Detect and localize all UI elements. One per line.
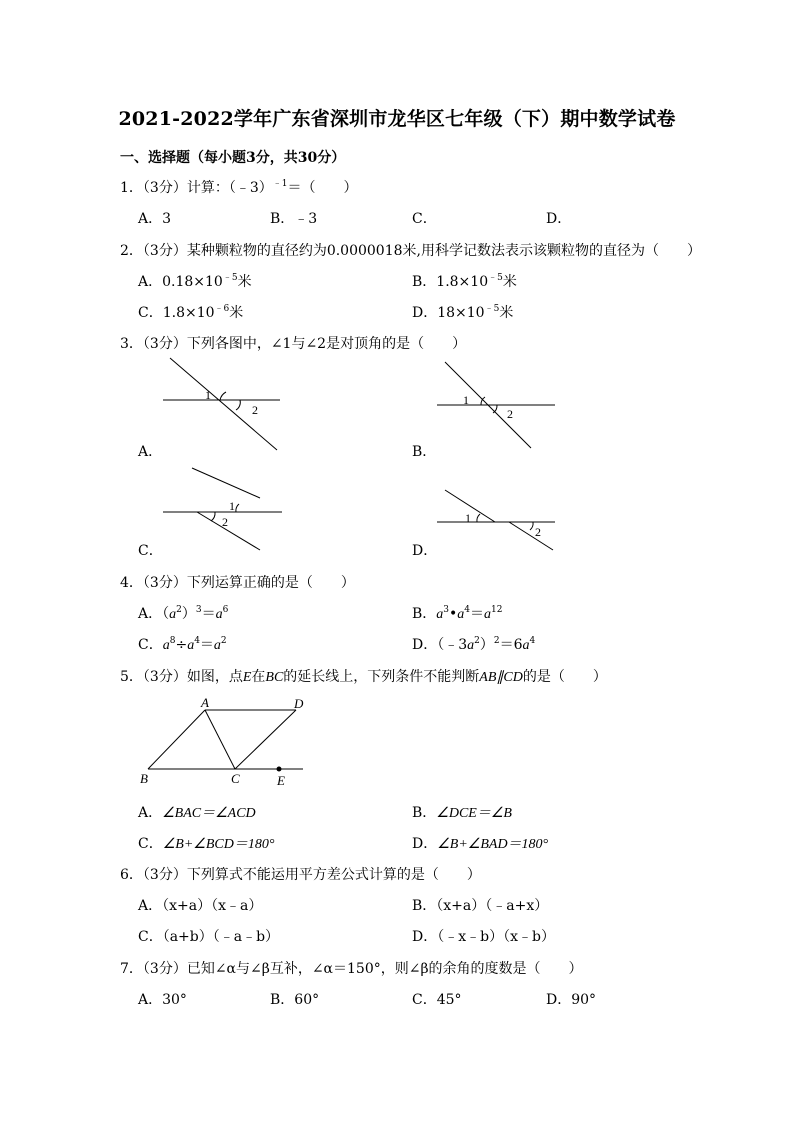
q3-option-d[interactable]: D．: [412, 543, 438, 559]
q1-option-d[interactable]: D．: [546, 211, 572, 227]
angle-1-label: 1: [229, 499, 235, 513]
q5-stem-d: 的是（ ）: [522, 669, 607, 685]
question-3-stem: 3．（3分）下列各图中，∠1与∠2是对顶角的是（ ）: [120, 336, 467, 352]
angle-1-label: 1: [463, 393, 469, 407]
q5-c-label: C．: [138, 836, 163, 852]
angle-1-label: 1: [465, 511, 471, 525]
point-e-label: E: [277, 773, 285, 788]
q7-option-a[interactable]: A．30°: [138, 992, 187, 1008]
point-d-label: D: [294, 696, 304, 711]
q2-c-exp: ﹣6: [214, 304, 230, 314]
question-6-stem: 6．（3分）下列算式不能运用平方差公式计算的是（ ）: [120, 867, 481, 883]
q5-point-e: E: [242, 670, 252, 685]
q6-option-d[interactable]: D．（﹣x﹣b）（x﹣b）: [412, 929, 555, 945]
q4-a-label: A．: [138, 606, 163, 622]
point-b-label: B: [140, 771, 148, 786]
angle-1-label: 1: [205, 388, 211, 402]
q5-a-math: ∠BAC＝∠ACD: [162, 806, 256, 821]
q5-option-d[interactable]: [412, 833, 548, 853]
q2-a-unit: 米: [237, 274, 252, 290]
q3-option-a[interactable]: A．: [138, 444, 163, 460]
q2-option-c[interactable]: [138, 302, 243, 322]
q4-option-b[interactable]: B．$a^3•a^4=a^{12}$: [412, 605, 503, 622]
q2-c-text: C．1.8×10: [138, 305, 215, 321]
q7-option-c[interactable]: C．45°: [412, 992, 462, 1008]
q1-option-b[interactable]: B．﹣3: [270, 211, 318, 227]
q7-option-b[interactable]: B．60°: [270, 992, 320, 1008]
q4-b-label: B．: [412, 606, 437, 622]
q5-d-label: D．: [412, 836, 438, 852]
q2-a-exp: ﹣5: [222, 273, 238, 283]
q5-segment-bc: BC: [265, 670, 284, 685]
q3-figure-d: [435, 488, 560, 553]
question-4-stem: 4．（3分）下列运算正确的是（ ）: [120, 575, 355, 591]
q5-b-math: ∠DCE＝∠B: [436, 806, 512, 821]
q2-option-a[interactable]: [138, 271, 252, 291]
q5-parallel: AB∥CD: [479, 670, 523, 685]
q2-c-unit: 米: [229, 305, 244, 321]
q5-c-math: ∠B+∠BCD＝180°: [162, 837, 275, 852]
q5-stem-c: 的延长线上，下列条件不能判断: [283, 669, 480, 685]
q2-option-b[interactable]: [412, 271, 517, 291]
q1-option-a[interactable]: A．3: [138, 211, 172, 227]
q3-option-c[interactable]: C．: [138, 543, 163, 559]
q3-option-b[interactable]: B．: [412, 444, 437, 460]
q1-option-c[interactable]: C．: [412, 211, 437, 227]
angle-2-label: 2: [222, 515, 228, 529]
question-7-stem: 7．（3分）已知∠α与∠β互补，∠α＝150°，则∠β的余角的度数是（ ）: [120, 961, 583, 977]
q5-a-label: A．: [138, 805, 163, 821]
point-c-label: C: [231, 771, 240, 786]
q4-option-c[interactable]: C．$a^8\div a^4=a^2$: [138, 636, 227, 653]
q3-figure-a: [160, 355, 285, 452]
q3-figure-b: [435, 360, 560, 450]
q5-figure: [138, 694, 313, 792]
q6-option-b[interactable]: B．（x+a）（﹣a+x）: [412, 898, 549, 914]
question-1-stem: [120, 177, 357, 197]
q2-d-unit: 米: [499, 305, 514, 321]
angle-2-label: 2: [535, 525, 541, 539]
q2-a-text: A．0.18×10: [138, 274, 223, 290]
question-5-stem: [120, 666, 607, 686]
q2-b-text: B．1.8×10: [412, 274, 489, 290]
q4-c-label: C．: [138, 637, 163, 653]
q5-stem-b: 在: [251, 669, 266, 685]
point-a-label: A: [201, 695, 209, 710]
q5-b-label: B．: [412, 805, 437, 821]
q5-option-c[interactable]: [138, 833, 274, 853]
angle-2-label: 2: [252, 403, 258, 417]
q1-stem-text: 1．（3分）计算：（﹣3）: [120, 180, 273, 196]
q1-exponent: ﹣1: [272, 179, 288, 189]
q2-option-d[interactable]: [412, 302, 513, 322]
q4-d-label: D．: [412, 637, 438, 653]
question-2-stem: 2．（3分）某种颗粒物的直径约为0.0000018米,用科学记数法表示该颗粒物的直径为（ ）: [120, 243, 701, 259]
page-title: 2021-2022学年广东省深圳市龙华区七年级（下）期中数学试卷: [118, 108, 676, 130]
angle-2-label: 2: [507, 407, 513, 421]
q5-option-a[interactable]: [138, 802, 256, 822]
q2-b-unit: 米: [502, 274, 517, 290]
q1-stem-tail: ＝（ ）: [287, 180, 358, 196]
q5-d-math: ∠B+∠BAD＝180°: [437, 837, 549, 852]
q4-option-a[interactable]: A．$(a^2)^3=a^6$: [138, 605, 229, 622]
q7-option-d[interactable]: D．90°: [546, 992, 597, 1008]
q2-d-exp: ﹣5: [484, 304, 500, 314]
q6-option-a[interactable]: A．（x+a）（x﹣a）: [138, 898, 263, 914]
q5-stem-a: 5．（3分）如图，点: [120, 669, 243, 685]
q2-b-exp: ﹣5: [488, 273, 503, 283]
q2-d-text: D．18×10: [412, 305, 485, 321]
q6-option-c[interactable]: C．（a+b）（﹣a﹣b）: [138, 929, 280, 945]
q4-option-d[interactable]: D．$(﹣3a^2)^2=6a^4$: [412, 636, 536, 653]
q3-figure-c: [160, 466, 285, 554]
section-heading: 一、选择题（每小题3分，共30分）: [120, 150, 346, 166]
q5-option-b[interactable]: [412, 802, 512, 822]
